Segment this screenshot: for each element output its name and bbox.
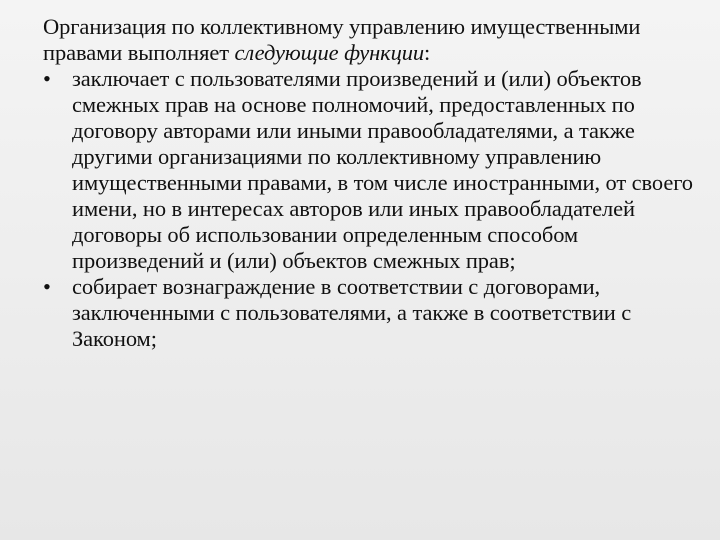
- slide-content: [43, 14, 693, 352]
- bullet-item: [43, 66, 693, 274]
- bullet-item: [43, 274, 693, 352]
- intro-paragraph: [43, 14, 693, 66]
- bullet-text: собирает вознаграждение в соответствии с договорами, заключенными с пользователями, а также в соответствии с Законом;: [72, 274, 632, 351]
- intro-colon: :: [424, 40, 431, 65]
- bullet-list: [43, 66, 693, 352]
- bullet-marker: •: [43, 274, 51, 299]
- intro-emphasis: следующие функции: [234, 40, 425, 65]
- bullet-text: заключает с пользователями произведений и (или) объектов смежных прав на основе полномочий, предоставленных по договору авторами или иными правообладателями, а также другими организациями по коллективному управлению имущественными правами, в том числе иностранными, от своего имени, но в интересах авторов или иных правообладателей договоры об использовании определенным способом произведений и (или) объектов смежных прав;: [72, 66, 693, 273]
- bullet-marker: •: [43, 66, 51, 91]
- intro-text: Организация по коллективному управлению имущественными правами выполняет: [43, 14, 641, 65]
